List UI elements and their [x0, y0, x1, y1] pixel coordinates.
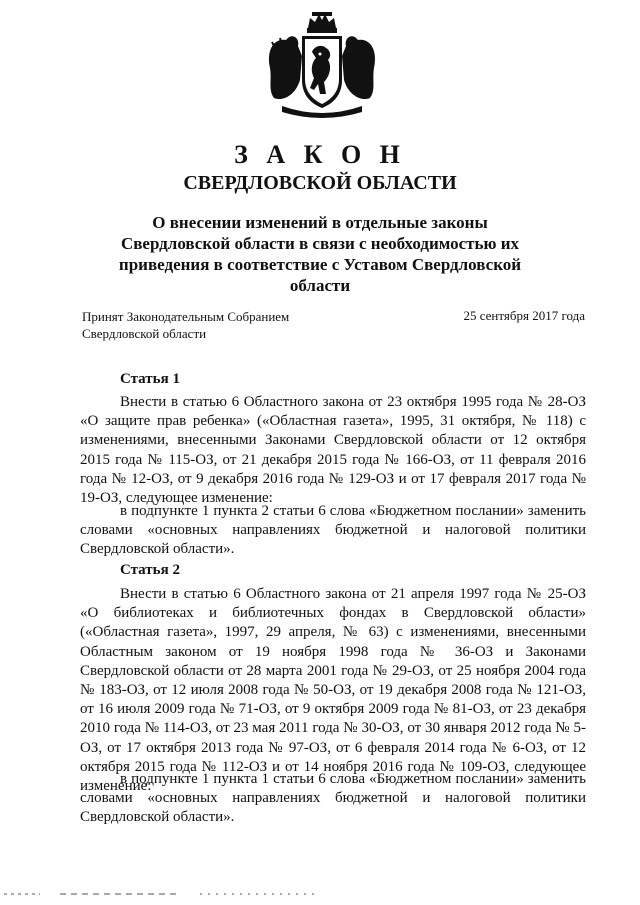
document-subtitle: СВЕРДЛОВСКОЙ ОБЛАСТИ: [183, 172, 457, 194]
coat-of-arms-emblem: [262, 10, 382, 122]
adoption-note: [82, 308, 289, 342]
article-2-heading: Статья 2: [120, 562, 180, 578]
law-name: О внесении изменений в отдельные законы Свердловской области в связи с необходимостью их приведения в соответствие с Уставом Свердловской области: [118, 213, 522, 295]
article-1-heading: Статья 1: [120, 371, 180, 387]
adoption-line-2: Свердловской области: [82, 326, 207, 341]
article-1-paragraph-1: Внести в статью 6 Областного закона от 23 октября 1995 года № 28-ОЗ «О защите прав ребенка» («Областная газета», 1995, 31 октября, № 118) с изменениями, внесенными Законами Свердловской области от 12 октября 2015 года № 115-ОЗ, от 21 декабря 2015 года № 166-ОЗ, от 11 февраля 2016 года № 12-ОЗ, от 9 декабря 2016 года № 129-ОЗ и от 17 февраля 2017 года № 19-ОЗ, следующее изменение:: [80, 394, 586, 507]
article-2-paragraph-1: Внести в статью 6 Областного закона от 21 апреля 1997 года № 25-ОЗ «О библиотеках и библиотечных фондах в Свердловской области» («Областная газета», 1997, 29 апреля, № 63) с изменениями, внесенными Областным законом от 19 ноября 1998 года № 36-ОЗ и Законами Свердловской области от 28 марта 2001 года № 29-ОЗ, от 25 ноября 2004 года № 183-ОЗ, от 12 июля 2008 года № 50-ОЗ, от 19 декабря 2008 года № 121-ОЗ, от 16 июля 2009 года № 71-ОЗ, от 9 октября 2009 года № 81-ОЗ, от 23 декабря 2010 года № 114-ОЗ, от 23 мая 2011 года № 30-ОЗ, от 30 января 2012 года № 5-ОЗ, от 17 октября 2013 года № 97-ОЗ, от 6 февраля 2014 года № 6-ОЗ, от 12 октября 2015 года № 112-ОЗ и от 14 ноября 2016 года № 109-ОЗ, следующее изменение:: [80, 586, 586, 795]
document-title: З А К О Н: [234, 140, 406, 169]
adoption-line-1: Принят Законодательным Собранием: [82, 309, 290, 324]
adoption-date: 25 сентября 2017 года: [463, 308, 585, 323]
article-2-paragraph-2: в подпункте 1 пункта 1 статьи 6 слова «Бюджетном послании» заменить словами «основных направлениях бюджетной и налоговой политики Свердловской области».: [80, 771, 586, 826]
scan-artifact-marks: [0, 888, 640, 900]
article-1-paragraph-2: в подпункте 1 пункта 2 статьи 6 слова «Бюджетном послании» заменить словами «основных направлениях бюджетной и налоговой политики Свердловской области».: [80, 503, 586, 558]
